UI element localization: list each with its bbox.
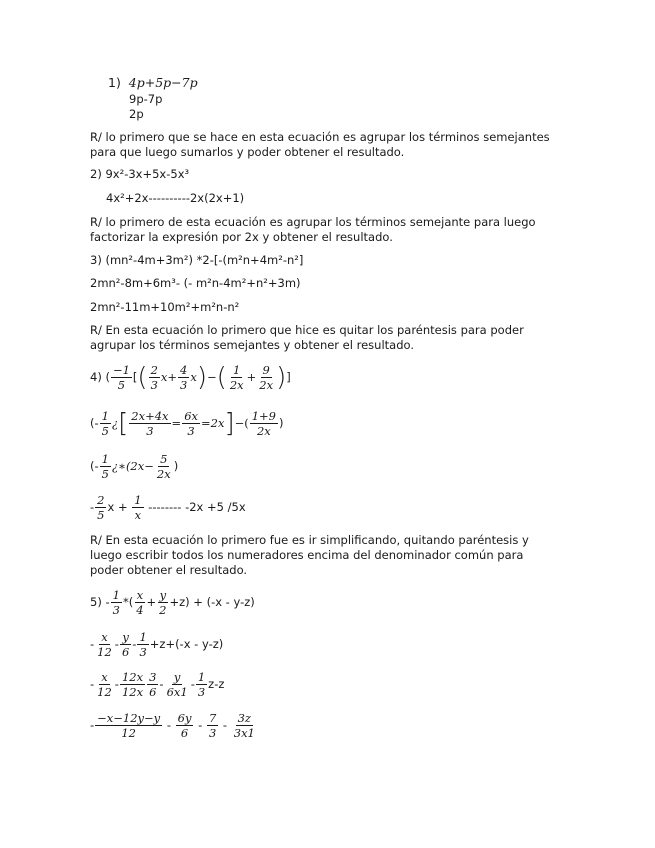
ex1-number: 1) bbox=[108, 75, 121, 90]
ex1-line bbox=[108, 76, 198, 90]
ex5-line1: 5) - $\frac{1}{3}$ *( $\frac{x}{4}$ + $\frac{y}{2}$ +z) + (-x - y-z) bbox=[90, 588, 255, 617]
fraction: $\frac{9}{2x}$ bbox=[259, 363, 274, 392]
ex4-line4: - $\frac{2}{5}$ x + $\frac{1}{x}$ -------- -2x +5 /5x bbox=[90, 493, 246, 522]
fraction: $\frac{1}{3}$ bbox=[139, 630, 147, 659]
fraction: $\frac{6x}{3}$ bbox=[184, 409, 198, 438]
ex5-line2: - $\frac{x}{12}$ - $\frac{y}{6}$ - $\frac{1}{3}$ +z+(-x - y-z) bbox=[90, 630, 224, 659]
fraction: $\frac{1}{5}$ bbox=[101, 452, 109, 481]
ex3-answer-line1: R/ En esta ecuación lo primero que hice es quitar los paréntesis para poder bbox=[90, 323, 524, 337]
ex3-line2: 2mn²-8m+6m³- (- m²n-4m²+n²+3m) bbox=[90, 276, 301, 290]
fraction: $\frac{-1}{5}$ bbox=[112, 363, 130, 392]
fraction: $\frac{y}{6x1}$ bbox=[166, 670, 188, 699]
fraction: $\frac{2}{3}$ bbox=[150, 363, 158, 392]
fraction: $\frac{2}{5}$ bbox=[97, 493, 105, 522]
ex2-answer-line2: factorizar la expresión por 2x y obtener el resultado. bbox=[90, 230, 393, 244]
fraction: $\frac{1}{x}$ bbox=[134, 493, 142, 522]
fraction: $\frac{1}{2x}$ bbox=[229, 363, 244, 392]
fraction: $\frac{x}{12}$ bbox=[97, 630, 112, 659]
fraction: $\frac{y}{6}$ bbox=[121, 630, 130, 659]
fraction: $\frac{2x+4x}{3}$ bbox=[131, 409, 169, 438]
ex4-answer-line1: R/ En esta ecuación lo primero fue es ir simplificando, quitando paréntesis y bbox=[90, 533, 529, 547]
ex4-line1: 4) ( $\frac{-1}{5}$ [( $\frac{2}{3}$ x+ $\frac{4}{3}$ x)−( $\frac{1}{2x}$ + $\frac{9}{2x}$ )] bbox=[90, 362, 291, 393]
ex2-answer-line1: R/ lo primero de esta ecuación es agrupar los términos semejante para luego bbox=[90, 215, 536, 229]
ex5-line4: - $\frac{-x-12y-y}{12}$ - $\frac{6y}{6}$ - $\frac{7}{3}$ - $\frac{3z}{3x1}$ bbox=[90, 711, 255, 740]
ex1-expression: 4p+5p−7p bbox=[128, 75, 198, 90]
fraction: $\frac{1+9}{2x}$ bbox=[251, 409, 277, 438]
fraction: $\frac{6y}{6}$ bbox=[177, 711, 192, 740]
ex3-line1: 3) (mn²-4m+3m²) *2-[-(m²n+4m²-n²] bbox=[90, 253, 304, 267]
ex3-line3: 2mn²-11m+10m²+m²n-n² bbox=[90, 300, 240, 314]
ex4-answer-line2: luego escribir todos los numeradores encima del denominador común para bbox=[90, 548, 524, 562]
ex4-answer-line3: poder obtener el resultado. bbox=[90, 563, 248, 577]
ex4-line2: (- $\frac{1}{5}$ ¿[ $\frac{2x+4x}{3}$ = $\frac{6x}{3}$ =2x]−( $\frac{1+9}{2x}$ ) bbox=[90, 408, 284, 439]
fraction: $\frac{1}{3}$ bbox=[197, 670, 206, 699]
ex4-label: 4) ( bbox=[90, 370, 110, 384]
fraction: $\frac{1}{3}$ bbox=[112, 588, 120, 617]
ex2-line2: 4x²+2x----------2x(2x+1) bbox=[106, 191, 245, 205]
fraction: $\frac{x}{12}$ bbox=[97, 670, 112, 699]
ex1-answer-line2: para que luego sumarlos y poder obtener el resultado. bbox=[90, 145, 405, 159]
fraction: $\frac{7}{3}$ bbox=[208, 711, 217, 740]
fraction: $\frac{3}{6}$ bbox=[149, 670, 157, 699]
ex3-answer-line2: agrupar los términos semejantes y obtener el resultado. bbox=[90, 338, 414, 352]
ex1-step2: 2p bbox=[129, 107, 144, 121]
fraction: $\frac{5}{2x}$ bbox=[156, 452, 171, 481]
fraction: $\frac{3z}{3x1}$ bbox=[233, 711, 255, 740]
fraction: $\frac{x}{4}$ bbox=[136, 588, 144, 617]
ex4-line3: (- $\frac{1}{5}$ ¿∗(2x− $\frac{5}{2x}$ ) bbox=[90, 452, 179, 481]
ex5-line3: - $\frac{x}{12}$ - $\frac{12x}{12x}$ $\frac{3}{6}$ - $\frac{y}{6x1}$ - $\frac{1}{3}$ z-z bbox=[90, 670, 225, 699]
fraction: $\frac{4}{3}$ bbox=[180, 363, 188, 392]
fraction: $\frac{-x-12y-y}{12}$ bbox=[97, 711, 161, 740]
ex1-step1: 9p-7p bbox=[129, 92, 163, 106]
fraction: $\frac{1}{5}$ bbox=[101, 409, 109, 438]
fraction: $\frac{y}{2}$ bbox=[159, 588, 167, 617]
ex2-line1: 2) 9x²-3x+5x-5x³ bbox=[90, 167, 190, 181]
fraction: $\frac{12x}{12x}$ bbox=[121, 670, 144, 699]
ex1-answer-line1: R/ lo primero que se hace en esta ecuación es agrupar los términos semejantes bbox=[90, 130, 550, 144]
